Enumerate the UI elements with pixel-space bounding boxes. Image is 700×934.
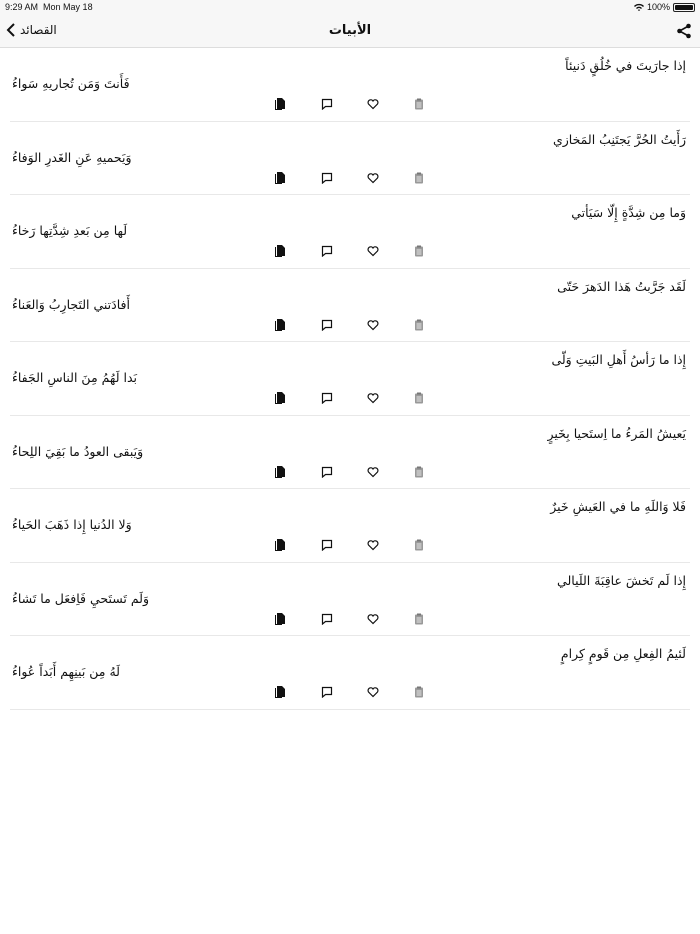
heart-icon[interactable] (367, 95, 379, 107)
copy-icon[interactable] (274, 610, 286, 622)
verse-second-hemistich: أَفادَتني التَجارِبُ وَالعَناءُ (12, 296, 130, 312)
status-date: Mon May 18 (43, 2, 93, 12)
verse-first-hemistich: إذا جارَيتَ في خُلُقٍ دَنيئاً (565, 58, 686, 73)
copy-icon[interactable] (274, 95, 286, 107)
copy-icon[interactable] (274, 536, 286, 548)
comment-icon[interactable] (321, 683, 333, 695)
verse-second-hemistich: وَلا الدُنيا إِذا ذَهَبَ الحَياءُ (12, 517, 132, 532)
heart-icon[interactable] (367, 242, 379, 254)
clipboard-icon[interactable] (413, 683, 425, 695)
verse-row (10, 416, 690, 490)
verse-first-hemistich: لَئيمُ الفِعلِ مِن قَومٍ كِرامٍ (560, 646, 686, 661)
verse-second-hemistich: وَلَم تَستَحيِ فَاِفعَل ما تَشاءُ (12, 590, 150, 606)
verse-row (10, 342, 690, 416)
verse-second-hemistich: وَيَحميهِ عَنِ الغَدرِ الوَفاءُ (12, 149, 132, 165)
clipboard-icon[interactable] (413, 169, 425, 181)
battery-percent: 100% (646, 2, 670, 12)
copy-icon[interactable] (274, 389, 286, 401)
verse-row (10, 48, 690, 122)
heart-icon[interactable] (367, 316, 379, 328)
verse-first-hemistich: وَما مِن شِدَّةٍ إِلّا سَيَأتي (571, 205, 686, 220)
back-button[interactable] (6, 22, 57, 38)
verse-second-hemistich: فَأَنتَ وَمَن تُجاريهِ سَواءُ (12, 76, 130, 91)
verse-second-hemistich: لَهُ مِن بَينِهِم أَبَداً عُواءُ (12, 664, 120, 679)
comment-icon[interactable] (321, 242, 333, 254)
comment-icon[interactable] (321, 463, 333, 475)
copy-icon[interactable] (274, 316, 286, 328)
verse-list (0, 48, 700, 710)
verse-second-hemistich: وَيَبقى العودُ ما بَقِيَ اللِحاءُ (12, 443, 144, 459)
comment-icon[interactable] (321, 536, 333, 548)
heart-icon[interactable] (367, 463, 379, 475)
verse-row (10, 195, 690, 269)
battery-icon (673, 3, 695, 12)
verse-second-hemistich: لَها مِن بَعدِ شِدَّتِها رَخاءُ (12, 223, 128, 238)
clipboard-icon[interactable] (413, 95, 425, 107)
comment-icon[interactable] (321, 610, 333, 622)
copy-icon[interactable] (274, 169, 286, 181)
copy-icon[interactable] (274, 242, 286, 254)
verse-row (10, 563, 690, 637)
verse-row (10, 269, 690, 343)
share-icon[interactable] (676, 23, 692, 39)
clipboard-icon[interactable] (413, 242, 425, 254)
heart-icon[interactable] (367, 536, 379, 548)
clipboard-icon[interactable] (413, 316, 425, 328)
clipboard-icon[interactable] (413, 536, 425, 548)
heart-icon[interactable] (367, 169, 379, 181)
comment-icon[interactable] (321, 169, 333, 181)
back-label: القصائد (20, 23, 57, 37)
verse-first-hemistich: إِذا ما رَأسُ أَهلِ البَيتِ وَلّى (551, 352, 686, 367)
copy-icon[interactable] (274, 463, 286, 475)
verse-row (10, 489, 690, 563)
verse-first-hemistich: فَلا وَاللَهِ ما في العَيشِ خَيرٌ (550, 499, 686, 514)
wifi-icon (634, 3, 644, 11)
heart-icon[interactable] (367, 610, 379, 622)
comment-icon[interactable] (321, 316, 333, 328)
clipboard-icon[interactable] (413, 463, 425, 475)
verse-first-hemistich: لَقَد جَرَّبتُ هَذا الدَهرَ حَتّى (557, 278, 686, 294)
verse-first-hemistich: إِذا لَم تَخشَ عاقِبَةَ اللَيالي (557, 572, 686, 588)
clipboard-icon[interactable] (413, 389, 425, 401)
comment-icon[interactable] (321, 389, 333, 401)
verse-first-hemistich: يَعيشُ المَرءُ ما اِستَحيا بِخَيرٍ (547, 425, 686, 441)
verse-first-hemistich: رَأَيتُ الحُرَّ يَجتَنِبُ المَخازي (552, 131, 686, 147)
copy-icon[interactable] (274, 683, 286, 695)
navigation-bar (0, 14, 700, 48)
status-time: 9:29 AM (5, 2, 39, 12)
verse-row (10, 636, 690, 710)
chevron-left-icon (6, 22, 16, 38)
page-title: الأبيات (328, 23, 372, 38)
clipboard-icon[interactable] (413, 610, 425, 622)
verse-second-hemistich: بَدا لَهُمُ مِنَ الناسِ الجَفاءُ (12, 370, 137, 385)
heart-icon[interactable] (367, 683, 379, 695)
heart-icon[interactable] (367, 389, 379, 401)
verse-row (10, 122, 690, 196)
comment-icon[interactable] (321, 95, 333, 107)
status-bar (0, 0, 700, 14)
